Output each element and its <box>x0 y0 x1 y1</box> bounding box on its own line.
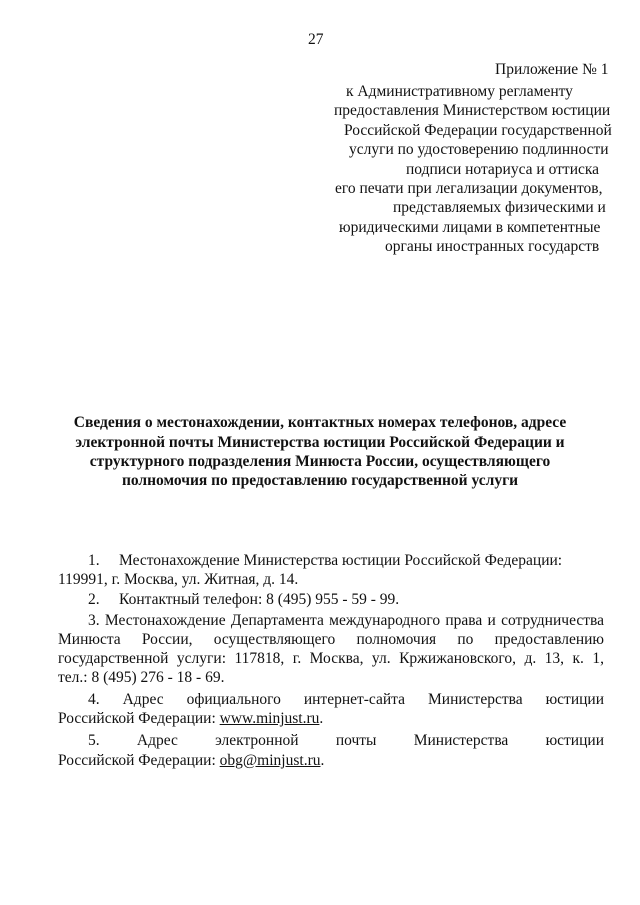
item-2: 2. Контактный телефон: 8 (495) 955 - 59 - 99. <box>88 591 400 608</box>
item-1-line-2: 119991, г. Москва, ул. Житная, д. 14. <box>58 571 299 588</box>
item-3-line-1: 3. Местонахождение Департамента международного права и сотрудничества <box>88 612 604 629</box>
item-5-line-1: 5. Адрес электронной почты Министерства юстиции <box>88 732 604 749</box>
period: . <box>320 752 325 769</box>
item-3-line-4: тел.: 8 (495) 276 - 18 - 69. <box>58 669 225 686</box>
email-link[interactable]: obg@minjust.ru <box>219 752 321 769</box>
appendix-line: Российской Федерации государственной <box>344 122 612 139</box>
item-1-line-1: 1. Местонахождение Министерства юстиции Российской Федерации: <box>88 552 563 569</box>
website-link[interactable]: www.minjust.ru <box>219 710 320 727</box>
appendix-line: органы иностранных государств <box>385 238 600 255</box>
appendix-line: юридическими лицами в компетентные <box>339 219 601 236</box>
heading-line: структурного подразделения Минюста России, осуществляющего <box>89 453 551 470</box>
heading-line: Сведения о местонахождении, контактных номерах телефонов, адресе <box>73 414 567 431</box>
appendix-title: Приложение № 1 <box>495 61 609 78</box>
appendix-line: к Административному регламенту <box>346 83 573 100</box>
heading-line: полномочия по предоставлению государственной услуги <box>121 472 519 489</box>
appendix-line: предоставления Министерством юстиции <box>334 102 611 119</box>
appendix-line: подписи нотариуса и оттиска <box>406 161 600 178</box>
heading-line: электронной почты Министерства юстиции Российской Федерации и <box>75 434 565 451</box>
item-3-line-3: государственной услуги: 117818, г. Москва, ул. Кржижановского, д. 13, к. 1, <box>58 650 604 667</box>
appendix-line: его печати при легализации документов, <box>335 180 603 197</box>
item-3-line-2: Минюста России, осуществляющего полномочия по предоставлению <box>58 631 604 648</box>
appendix-line: представляемых физическими и <box>393 199 606 216</box>
page-number: 27 <box>308 31 324 48</box>
item-5-label: Российской Федерации: <box>58 752 220 769</box>
item-4-line-2 <box>58 709 323 728</box>
period: . <box>319 710 324 727</box>
appendix-line: услуги по удостоверению подлинности <box>349 141 609 158</box>
item-5-line-2 <box>58 751 324 770</box>
item-4-line-1: 4. Адрес официального интернет-сайта Министерства юстиции <box>88 691 604 708</box>
item-4-label: Российской Федерации: <box>58 710 220 727</box>
